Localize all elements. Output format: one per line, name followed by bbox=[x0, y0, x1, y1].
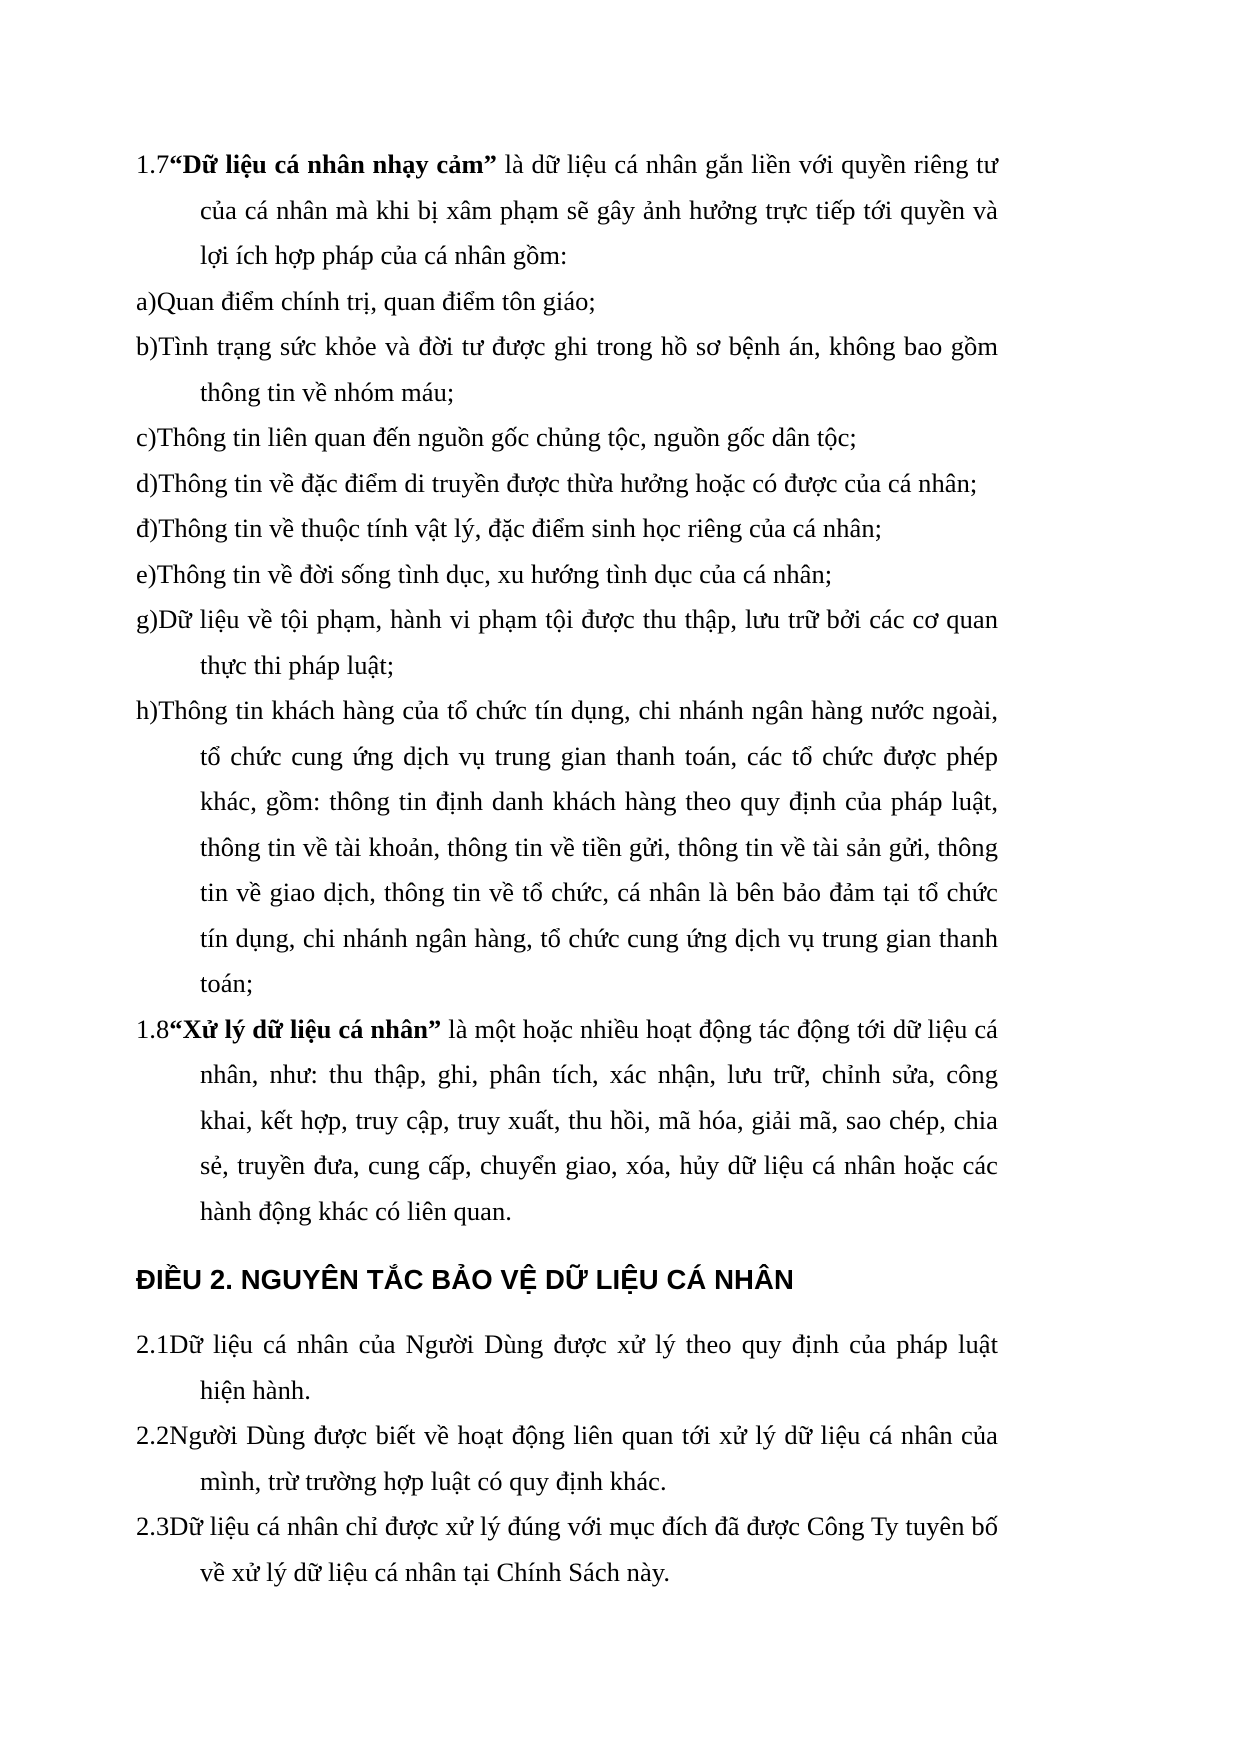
clause-text: Dữ liệu cá nhân của Người Dùng được xử lý theo quy định của pháp luật hiện hành. bbox=[169, 1329, 998, 1405]
clause-bold-lead: “Dữ liệu cá nhân nhạy cảm” bbox=[169, 149, 497, 179]
clause-bold-lead: “Xử lý dữ liệu cá nhân” bbox=[169, 1013, 442, 1044]
clause-d bbox=[136, 461, 998, 507]
clause-marker: 1.8 bbox=[136, 1013, 170, 1044]
clause-marker: g) bbox=[136, 604, 159, 634]
clause-text: Thông tin về đời sống tình dục, xu hướng tình dục của cá nhân; bbox=[156, 558, 833, 589]
clause-marker: 2.3 bbox=[136, 1511, 170, 1541]
clause-text: là một hoặc nhiều hoạt động tác động tới dữ liệu cá nhân, như: thu thập, ghi, phân tích, xác nhận, lưu trữ, chỉnh sửa, công khai, kết hợp, truy cập, truy xuất, thu hồi, mã hóa, giải mã, sao chép, chia sẻ, truyền đưa, cung cấp, chuyển giao, xóa, hủy dữ liệu cá nhân hoặc các hành động khác có liên quan. bbox=[200, 1013, 998, 1226]
clause-marker: a) bbox=[136, 285, 157, 316]
clause-text: là dữ liệu cá nhân gắn liền với quyền riêng tư của cá nhân mà khi bị xâm phạm sẽ gây ảnh hưởng trực tiếp tới quyền và lợi ích hợp pháp của cá nhân gồm: bbox=[200, 149, 999, 270]
clause-text: Tình trạng sức khỏe và đời tư được ghi trong hồ sơ bệnh án, không bao gồm thông tin về nhóm máu; bbox=[158, 331, 998, 407]
clause-marker: c) bbox=[136, 422, 157, 452]
heading-article-2: ĐIỀU 2. NGUYÊN TẮC BẢO VỆ DỮ LIỆU CÁ NHÂN bbox=[136, 1264, 794, 1295]
clause-marker: đ) bbox=[136, 513, 159, 543]
clause-g bbox=[136, 597, 998, 688]
clause-e bbox=[136, 552, 998, 598]
clause-text: Dữ liệu cá nhân chỉ được xử lý đúng với mục đích đã được Công Ty tuyên bố về xử lý dữ liệu cá nhân tại Chính Sách này. bbox=[169, 1511, 998, 1587]
clause-marker: 2.1 bbox=[136, 1329, 170, 1359]
clause-2-2 bbox=[136, 1413, 998, 1504]
clause-a bbox=[136, 279, 998, 325]
clause-text: Thông tin về đặc điểm di truyền được thừa hưởng hoặc có được của cá nhân; bbox=[158, 467, 978, 498]
clause-marker: h) bbox=[136, 695, 159, 725]
clause-1-8 bbox=[136, 1007, 998, 1235]
clause-text: Thông tin liên quan đến nguồn gốc chủng tộc, nguồn gốc dân tộc; bbox=[156, 422, 857, 452]
clause-h bbox=[136, 688, 998, 1007]
clause-text: Thông tin khách hàng của tổ chức tín dụng, chi nhánh ngân hàng nước ngoài, tổ chức cung ứng dịch vụ trung gian thanh toán, các tổ chức được phép khác, gồm: thông tin định danh khách hàng theo quy định của pháp luật, thông tin về tài khoản, thông tin về tiền gửi, thông tin về tài sản gửi, thông tin về giao dịch, thông tin về tổ chức, cá nhân là bên bảo đảm tại tổ chức tín dụng, chi nhánh ngân hàng, tổ chức cung ứng dịch vụ trung gian thanh toán; bbox=[158, 695, 998, 998]
clause-text: Người Dùng được biết về hoạt động liên quan tới xử lý dữ liệu cá nhân của mình, trừ trường hợp luật có quy định khác. bbox=[169, 1420, 998, 1496]
clause-b bbox=[136, 324, 998, 415]
clause-marker: 1.7 bbox=[136, 149, 170, 179]
clause-dd bbox=[136, 506, 998, 552]
clause-2-3 bbox=[136, 1504, 998, 1595]
clause-marker: e) bbox=[136, 558, 157, 589]
clause-c bbox=[136, 415, 998, 461]
clause-2-1 bbox=[136, 1322, 998, 1413]
clause-marker: 2.2 bbox=[136, 1420, 170, 1450]
clause-text: Dữ liệu về tội phạm, hành vi phạm tội được thu thập, lưu trữ bởi các cơ quan thực thi pháp luật; bbox=[158, 604, 998, 680]
clause-text: Thông tin về thuộc tính vật lý, đặc điểm sinh học riêng của cá nhân; bbox=[158, 513, 883, 543]
clause-marker: d) bbox=[136, 467, 159, 498]
clause-1-7 bbox=[136, 142, 998, 279]
clause-text: Quan điểm chính trị, quan điểm tôn giáo; bbox=[156, 285, 596, 316]
clause-marker: b) bbox=[136, 331, 159, 361]
document-body bbox=[136, 142, 998, 1595]
